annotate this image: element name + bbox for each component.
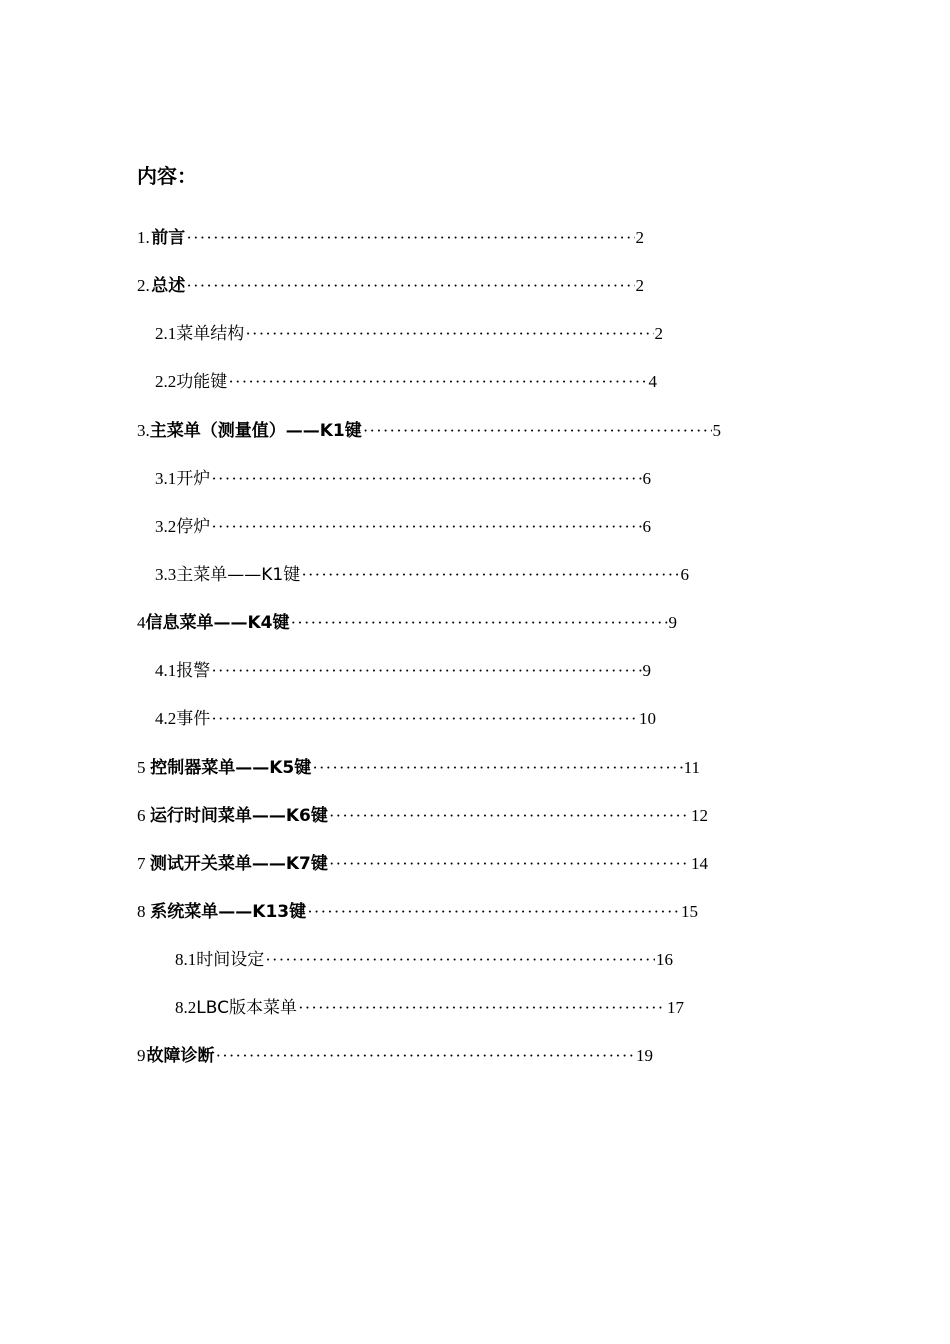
toc-entry[interactable] [137, 754, 700, 782]
toc-entry-number: 4 [137, 613, 146, 632]
toc-dot-leader [228, 368, 647, 396]
toc-entry-title: 测试开关菜单——K7键 [149, 854, 328, 874]
toc-entry-number: 8.2 [175, 998, 197, 1017]
toc-dot-leader [291, 609, 668, 637]
toc-dot-leader [301, 561, 679, 589]
toc-dot-leader [211, 465, 641, 493]
toc-dot-leader [211, 657, 641, 685]
toc-entry-title: 总述 [151, 276, 186, 296]
toc-entry-page: 6 [642, 517, 651, 536]
toc-entry-number: 5 [137, 758, 146, 777]
toc-entry-number: 3. [137, 421, 150, 440]
toc-entry[interactable] [155, 465, 651, 493]
toc-entry-title: 开炉 [176, 469, 211, 489]
toc-entry-number: 4.1 [155, 661, 177, 680]
toc-entry-number: 7 [137, 854, 146, 873]
toc-entry-number: 3.2 [155, 517, 177, 536]
toc-dot-leader [329, 850, 690, 878]
toc-entry-title: 菜单结构 [176, 324, 245, 344]
toc-entry-title: 停炉 [176, 517, 211, 537]
toc-entry[interactable] [137, 224, 644, 252]
toc-entry-page: 11 [683, 758, 700, 777]
toc-entry-page: 5 [712, 421, 721, 440]
toc-entry-number: 6 [137, 806, 146, 825]
toc-entry-title: LBC版本菜单 [196, 998, 297, 1018]
toc-entry[interactable] [137, 417, 721, 445]
toc-entry[interactable] [137, 1042, 653, 1070]
toc-entry[interactable] [155, 368, 657, 396]
toc-dot-leader [186, 272, 634, 300]
toc-entry-title: 功能键 [176, 372, 228, 392]
toc-entry[interactable] [137, 850, 708, 878]
toc-dot-leader [363, 417, 712, 445]
toc-dot-leader [307, 898, 680, 926]
toc-entry-page: 16 [656, 950, 673, 969]
toc-entry[interactable] [137, 802, 708, 830]
toc-entry-number: 3.1 [155, 469, 177, 488]
toc-entry[interactable] [137, 898, 698, 926]
toc-entry[interactable] [175, 946, 673, 974]
toc-entry[interactable] [137, 609, 677, 637]
toc-entry[interactable] [155, 561, 689, 589]
toc-entry-title: 主菜单（测量值）——K1键 [149, 421, 362, 441]
toc-entry-page: 10 [639, 709, 656, 728]
toc-dot-leader [265, 946, 655, 974]
toc-entry-page: 15 [681, 902, 698, 921]
toc-entry-number: 1. [137, 228, 150, 247]
toc-entry[interactable] [155, 320, 663, 348]
toc-entry-number: 8.1 [175, 950, 197, 969]
toc-entry-page: 6 [680, 565, 689, 584]
toc-entry-title: 故障诊断 [146, 1046, 215, 1066]
toc-entry-number: 9 [137, 1046, 146, 1065]
toc-heading: 内容： [137, 164, 197, 188]
toc-entry-title: 时间设定 [196, 950, 265, 970]
toc-entry-page: 9 [668, 613, 677, 632]
toc-entry[interactable] [155, 705, 656, 733]
toc-entry[interactable] [137, 272, 644, 300]
toc-dot-leader [215, 1042, 635, 1070]
toc-entry-title: 控制器菜单——K5键 [150, 758, 312, 778]
toc-entry[interactable] [175, 994, 684, 1022]
toc-entry-title: 前言 [151, 228, 186, 248]
toc-entry-number: 3.3 [155, 565, 177, 584]
toc-entry-title: 运行时间菜单——K6键 [149, 806, 328, 826]
toc-entry[interactable] [155, 657, 651, 685]
toc-entry-number: 2.2 [155, 372, 177, 391]
toc-entry-title: 信息菜单——K4键 [145, 613, 290, 633]
toc-dot-leader [211, 513, 641, 541]
toc-dot-leader [211, 705, 638, 733]
toc-dot-leader [298, 994, 666, 1022]
toc-entry-page: 19 [636, 1046, 653, 1065]
toc-entry-number: 8 [137, 902, 146, 921]
toc-entry-title: 事件 [176, 709, 211, 729]
toc-dot-leader [186, 224, 634, 252]
toc-dot-leader [329, 802, 690, 830]
toc-entry-number: 4.2 [155, 709, 177, 728]
toc-dot-leader [312, 754, 682, 782]
toc-entry-page: 4 [648, 372, 657, 391]
toc-entry-page: 17 [667, 998, 684, 1017]
toc-entry-title: 系统菜单——K13键 [150, 902, 307, 922]
toc-entry-page: 14 [691, 854, 708, 873]
toc-entry-title: 主菜单——K1键 [176, 565, 301, 585]
toc-entry-page: 9 [642, 661, 651, 680]
toc-dot-leader [245, 320, 653, 348]
toc-entry-page: 2 [654, 324, 663, 343]
toc-entry-number: 2. [137, 276, 150, 295]
toc-entry-page: 12 [691, 806, 708, 825]
toc-entry-number: 2.1 [155, 324, 177, 343]
toc-entry-title: 报警 [176, 661, 211, 681]
toc-entry-page: 6 [642, 469, 651, 488]
toc-entry-page: 2 [635, 276, 644, 295]
toc-entry[interactable] [155, 513, 651, 541]
toc-entry-page: 2 [635, 228, 644, 247]
